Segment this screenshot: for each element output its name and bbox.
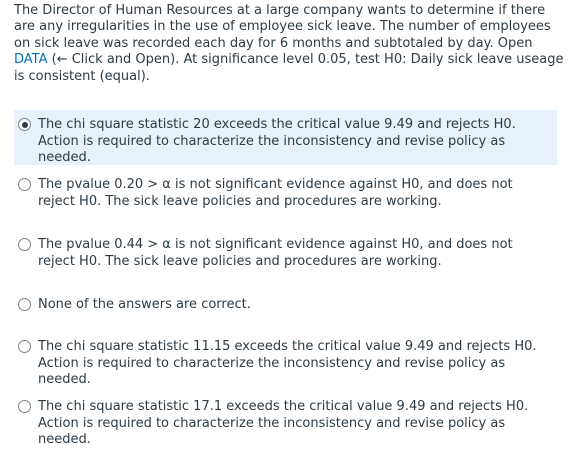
answer-label: The pvalue 0.44 > α is not significant evidence against H0, and does not reject H0. The sick leave policies and procedures are working. — [38, 237, 513, 269]
answer-option-4[interactable] — [14, 290, 557, 314]
radio-button[interactable] — [18, 400, 31, 413]
answer-option-1[interactable] — [14, 110, 557, 165]
data-link[interactable]: DATA — [14, 52, 48, 68]
question-intro: The Director of Human Resources at a large company wants to determine if there are any irregularities in the use of employee sick leave. The number of employees on sick leave was recorded each day for 6 months and subtotaled by day. Open — [14, 3, 551, 51]
radio-button[interactable] — [18, 178, 31, 191]
answer-option-2[interactable] — [14, 170, 557, 210]
answer-option-5[interactable] — [14, 332, 557, 388]
radio-button[interactable] — [18, 298, 31, 311]
answer-label: The chi square statistic 17.1 exceeds the critical value 9.49 and rejects H0. Action is required to characterize the inconsistency and revise policy as needed. — [38, 399, 529, 448]
answer-label: The pvalue 0.20 > α is not significant evidence against H0, and does not reject H0. The sick leave policies and procedures are working. — [38, 177, 513, 209]
answer-label: The chi square statistic 11.15 exceeds the critical value 9.49 and rejects H0. Action is required to characterize the inconsistency and revise policy as needed. — [38, 339, 537, 388]
radio-button[interactable] — [18, 340, 31, 353]
radio-button-selected[interactable] — [18, 118, 31, 131]
answer-label: None of the answers are correct. — [38, 297, 251, 312]
question-outro: (← Click and Open). At significance level 0.05, test H0: Daily sick leave useage is consistent (equal). — [14, 52, 564, 84]
radio-button[interactable] — [18, 238, 31, 251]
answer-label: The chi square statistic 20 exceeds the critical value 9.49 and rejects H0. Action is required to characterize the inconsistency and revise policy as needed. — [38, 117, 516, 166]
question-text — [14, 3, 566, 85]
answer-option-6[interactable] — [14, 392, 557, 448]
answer-option-3[interactable] — [14, 230, 557, 270]
